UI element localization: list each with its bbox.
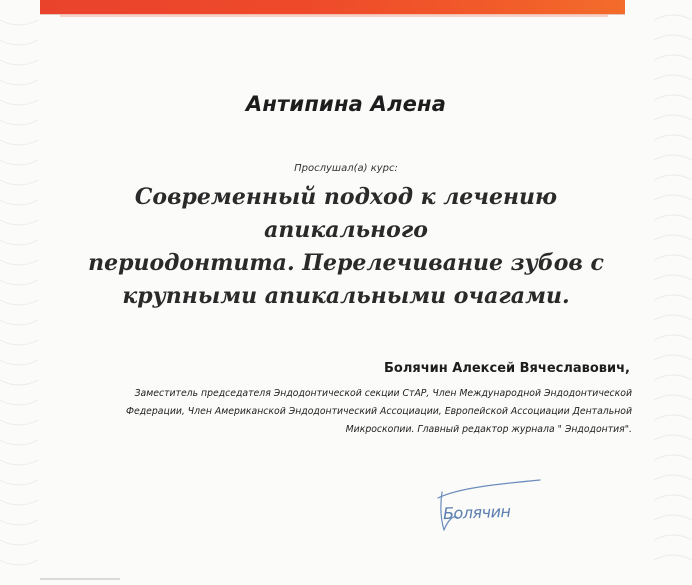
course-title-line: крупными апикальными очагами. bbox=[122, 283, 570, 309]
course-title-line: периодонтита. Перелечивание зубов с bbox=[88, 250, 604, 276]
top-decorative-band bbox=[40, 0, 625, 14]
course-title-line: Современный подход к лечению апикального bbox=[134, 184, 558, 243]
signature: Болячин bbox=[442, 501, 511, 524]
bottom-divider bbox=[40, 578, 120, 580]
lecturer-description-line: Микроскопии. Главный редактор журнала " Эндодонтия". bbox=[345, 424, 632, 435]
lecturer-name: Болячин Алексей Вячеславович, bbox=[384, 361, 630, 376]
right-margin-pattern bbox=[654, 0, 692, 585]
top-band-shadow bbox=[60, 14, 608, 17]
lecturer-description bbox=[72, 385, 632, 439]
left-margin-pattern bbox=[0, 0, 38, 585]
lecturer-description-line: Заместитель председателя Эндодонтической секции СтАР, Член Международной Эндодонтической bbox=[134, 388, 632, 399]
recipient-name: Антипина Алена bbox=[245, 92, 447, 116]
course-label: Прослушал(а) курс: bbox=[294, 163, 398, 174]
course-title bbox=[60, 181, 632, 313]
lecturer-description-line: Федерации, Член Американской Эндодонтический Ассоциации, Европейской Ассоциации Дентальной bbox=[126, 406, 632, 417]
